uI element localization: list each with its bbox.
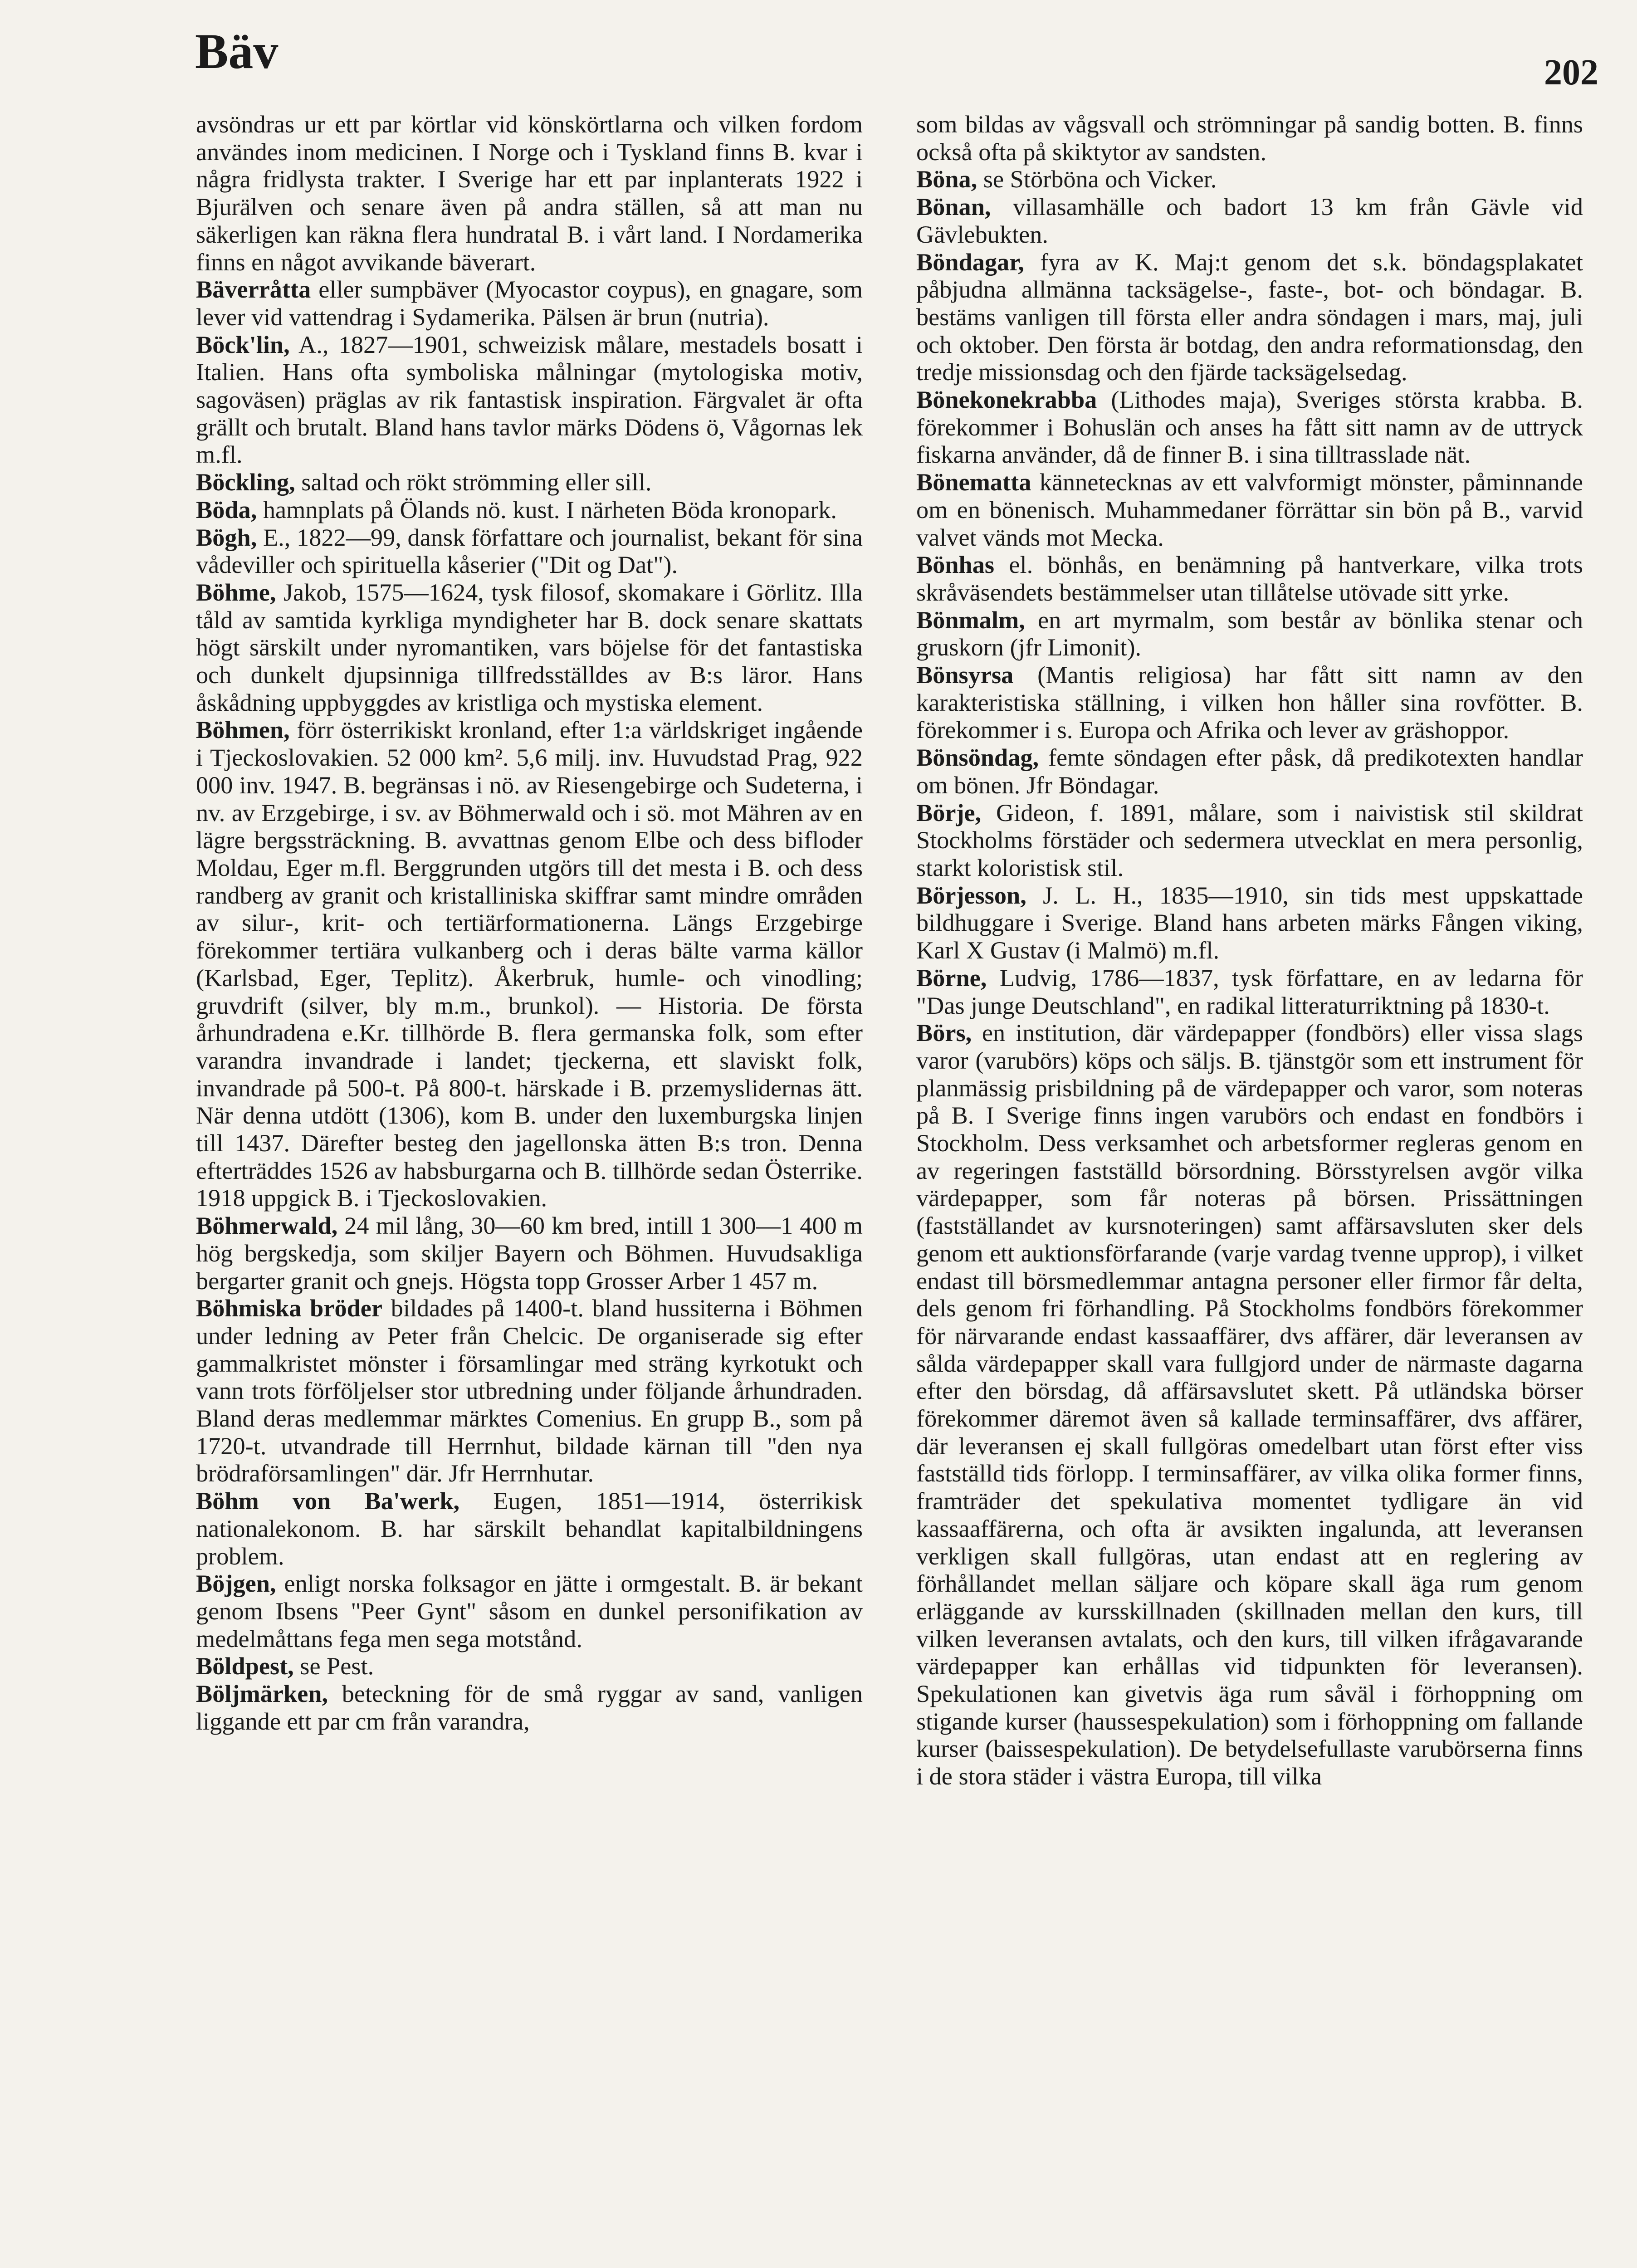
dictionary-entry [916, 469, 1583, 551]
entry-text: femte söndagen efter påsk, då predikotexten handlar om bönen. Jfr Böndagar. [916, 744, 1583, 799]
entry-text: Jakob, 1575—1624, tysk filosof, skomakare i Görlitz. Illa tåld av samtida kyrkliga myndigheter har B. dock senare skattats högt särskilt under nyromantiken, vars böjelse för det fantastiska och dunkelt djupsinniga tillfredsställdes av B:s läror. Hans åskådning uppbyggdes av kristliga och mystiska element. [196, 578, 863, 716]
dictionary-entry [916, 193, 1583, 248]
dictionary-entry [916, 111, 1583, 166]
dictionary-entry [196, 1212, 863, 1295]
entry-text: villasamhälle och badort 13 km från Gävle vid Gävlebukten. [916, 193, 1583, 248]
dictionary-entry [196, 1680, 863, 1735]
entry-headword: Böda, [196, 496, 257, 523]
entry-text: (Mantis religiosa) har fått sitt namn av den karakteristiska ställning, i vilken hon håller sina rovfötter. B. förekommer i s. Europa och Afrika och lever av gräshoppor. [916, 661, 1583, 744]
entry-text: A., 1827—1901, schweizisk målare, mestadels bosatt i Italien. Hans ofta symboliska målningar (mytologiska motiv, sagoväsen) präglas av rik fantastisk inspiration. Färgvalet är ofta grällt och brutalt. Bland hans tavlor märks Dödens ö, Vågornas lek m.fl. [196, 331, 863, 469]
entry-text: kännetecknas av ett valvformigt mönster, påminnande om en bönenisch. Muhammedaner förrättar sin bön på B., varvid valvet vänds mot Mecka. [916, 469, 1583, 551]
page-number: 202 [1544, 53, 1598, 93]
entry-headword: Böldpest, [196, 1652, 294, 1680]
entry-text: förr österrikiskt kronland, efter 1:a världskriget ingående i Tjeckoslovakien. 52 000 km². 5,6 milj. inv. Huvudstad Prag, 922 000 inv. 1947. B. begränsas i nö. av Riesengebirge och Sudeterna, i nv. av Erzgebirge, i sv. av Böhmerwald och i sö. mot Mähren av en lägre bergssträckning. B. avvattnas genom Elbe och dess bifloder Moldau, Eger m.fl. Berggrunden utgörs till det mesta i B. och dess randberg av granit och kristalliniska skiffrar samt mindre områden av silur-, krit- och tertiärformationerna. Längs Erzgebirge förekommer tertiära vulkanberg och i deras bälte varma källor (Karlsbad, Eger, Teplitz). Åkerbruk, humle- och vinodling; gruvdrift (silver, bly m.m., brunkol). — Historia. De första århundradena e.Kr. tillhörde B. flera germanska folk, som efter varandra invandrade i landet; tjeckerna, ett slaviskt folk, invandrade på 500-t. På 800-t. härskade i B. przemyslidernas ätt. När denna utdött (1306), kom B. under den luxemburgska linjen till 1437. Därefter besteg den jagellonska ätten B:s tron. Denna efterträddes 1526 av habsburgarna och B. tillhörde sedan Österrike. 1918 uppgick B. i Tjeckoslovakien. [196, 716, 863, 1212]
dictionary-entry [196, 1295, 863, 1487]
entry-text: 24 mil lång, 30—60 km bred, intill 1 300—1 400 m hög bergskedja, som skiljer Bayern och Böhmen. Huvudsakliga bergarter granit och gnejs. Högsta topp Grosser Arber 1 457 m. [196, 1212, 863, 1295]
entry-headword: Börs, [916, 1019, 972, 1047]
dictionary-entry [916, 964, 1583, 1019]
dictionary-entry [196, 331, 863, 469]
left-column [196, 111, 863, 1735]
dictionary-entry [196, 1487, 863, 1570]
entry-text: Gideon, f. 1891, målare, som i naivistisk stil skildrat Stockholms förstäder och sedermera utvecklat en mera personlig, starkt koloristisk stil. [916, 799, 1583, 881]
entry-text: fyra av K. Maj:t genom det s.k. böndagsplakatet påbjudna allmänna tacksägelse-, faste-, bot- och böndagar. B. bestäms vanligen till första eller andra söndagen i mars, maj, juli och oktober. Den första är botdag, den andra reformationsdag, den tredje missionsdag och den fjärde tacksägelsedag. [916, 248, 1583, 386]
dictionary-entry [196, 111, 863, 276]
dictionary-entry [916, 661, 1583, 744]
entry-headword: Böhme, [196, 578, 276, 606]
entry-headword: Bögh, [196, 523, 257, 551]
entry-text: bildades på 1400-t. bland hussiterna i Böhmen under ledning av Peter från Chelcic. De organiserade sig efter gammalkristet mönster i församlingar med sträng kyrkotukt och vann trots förföljelser stor utbredning under följande århundraden. Bland deras medlemmar märktes Comenius. En grupp B., som på 1720-t. utvandrade till Herrnhut, bildade kärnan till "den nya brödraförsamlingen" där. Jfr Herrnhutar. [196, 1295, 863, 1487]
entry-headword: Bönekonekrabba [916, 386, 1097, 414]
dictionary-entry [196, 276, 863, 331]
entry-headword: Bönan, [916, 193, 991, 221]
entry-headword: Böckling, [196, 469, 295, 496]
entry-text: (Lithodes maja), Sveriges största krabba. B. förekommer i Bohuslän och anses ha fått sitt namn av de uttryck fiskarna använder, då de finner B. i sina tilltrasslade nät. [916, 386, 1583, 469]
entry-text: beteckning för de små ryggar av sand, vanligen liggande ett par cm från varandra, [196, 1680, 863, 1735]
entry-headword: Böck'lin, [196, 331, 290, 358]
dictionary-entry [196, 496, 863, 524]
entry-text: E., 1822—99, dansk författare och journalist, bekant för sina vådeviller och spirituella kåserier ("Dit og Dat"). [196, 523, 863, 579]
dictionary-entry [916, 744, 1583, 799]
dictionary-entry [916, 551, 1583, 606]
entry-headword: Bönsyrsa [916, 661, 1014, 689]
entry-headword: Böljmärken, [196, 1680, 328, 1708]
entry-headword: Börjesson, [916, 881, 1026, 909]
guide-word: Bäv [195, 24, 279, 79]
entry-headword: Bönhas [916, 551, 995, 579]
entry-headword: Börne, [916, 964, 987, 992]
entry-headword: Börje, [916, 799, 982, 826]
dictionary-entry [916, 882, 1583, 964]
entry-headword: Böndagar, [916, 248, 1024, 276]
dictionary-entry [196, 1652, 863, 1680]
dictionary-entry [196, 716, 863, 1212]
entry-text: J. L. H., 1835—1910, sin tids mest uppskattade bildhuggare i Sverige. Bland hans arbeten märks Fången viking, Karl X Gustav (i Malmö) m.fl. [916, 881, 1583, 964]
entry-text: se Pest. [293, 1652, 374, 1680]
dictionary-entry [196, 524, 863, 579]
dictionary-entry [916, 799, 1583, 882]
entry-headword: Böhmen, [196, 716, 290, 744]
entry-headword: Bönsöndag, [916, 744, 1039, 772]
dictionary-entry [916, 606, 1583, 661]
entry-text: Eugen, 1851—1914, österrikisk nationalekonom. B. har särskilt behandlat kapitalbildningens problem. [196, 1487, 863, 1570]
entry-headword: Böhm von Ba'werk, [196, 1487, 460, 1515]
dictionary-entry [196, 579, 863, 717]
dictionary-entry [196, 1570, 863, 1652]
entry-headword: Böhmiska bröder [196, 1295, 382, 1322]
entry-text: se Störböna och Vicker. [977, 166, 1217, 193]
entry-text: hamnplats på Ölands nö. kust. I närheten Böda kronopark. [257, 496, 837, 523]
entry-headword: Böna, [916, 166, 977, 193]
entry-text: avsöndras ur ett par körtlar vid könskörtlarna och vilken fordom användes inom medicinen. I Norge och i Tyskland finns B. kvar i några fridlysta trakter. I Sverige har ett par inplanterats 1922 i Bjurälven och senare även på andra ställen, så att man nu säkerligen kan räkna flera hundratal B. i vårt land. I Nordamerika finns en något avvikande bäverart. [196, 111, 863, 276]
dictionary-entry [916, 166, 1583, 193]
entry-text: Ludvig, 1786—1837, tysk författare, en av ledarna för "Das junge Deutschland", en radikal litteraturriktning på 1830-t. [916, 964, 1583, 1019]
dictionary-entry [196, 469, 863, 496]
entry-text: el. bönhås, en benämning på hantverkare, vilka trots skråväsendets bestämmelser utan tillåtelse utövade sitt yrke. [916, 551, 1583, 606]
entry-text: som bildas av vågsvall och strömningar på sandig botten. B. finns också ofta på skiktytor av sandsten. [916, 111, 1583, 166]
entry-headword: Böjgen, [196, 1570, 276, 1598]
entry-headword: Bönematta [916, 469, 1031, 496]
entry-text: eller sumpbäver (Myocastor coypus), en gnagare, som lever vid vattendrag i Sydamerika. Pälsen är brun (nutria). [196, 276, 863, 331]
entry-text: enligt norska folksagor en jätte i ormgestalt. B. är bekant genom Ibsens "Peer Gynt" såsom en dunkel personifikation av medelmåttans fega men sega motstånd. [196, 1570, 863, 1652]
entry-headword: Böhmerwald, [196, 1212, 338, 1240]
entry-headword: Bäverråtta [196, 276, 311, 303]
right-column [916, 111, 1583, 1790]
entry-text: en art myrmalm, som består av bönlika stenar och gruskorn (jfr Limonit). [916, 606, 1583, 661]
entry-text: saltad och rökt strömming eller sill. [295, 469, 652, 496]
dictionary-entry [916, 249, 1583, 386]
dictionary-entry [916, 386, 1583, 469]
entry-headword: Bönmalm, [916, 606, 1025, 634]
dictionary-entry [916, 1019, 1583, 1790]
entry-text: en institution, där värdepapper (fondbörs) eller vissa slags varor (varubörs) köps och säljs. B. tjänstgör som ett instrument för planmässig prisbildning på de värdepapper och varor, som noteras på B. I Sverige finns ingen varubörs och endast en fondbörs i Stockholm. Dess verksamhet och arbetsformer regleras genom en av regeringen fastställd börsordning. Börsstyrelsen avgör vilka värdepapper, som får noteras på börsen. Prissättningen (fastställandet av kursnoteringen) samt affärsavsluten sker dels genom ett auktionsförfarande (varje vardag tvenne upprop), i vilket endast till börsmedlemmar antagna personer eller firmor får delta, dels genom fri förhandling. På Stockholms fondbörs förekommer för närvarande endast kassaaffärer, dvs affärer, där leveransen av sålda värdepapper skall vara fullgjord under de närmaste dagarna efter den börsdag, då affärsavslutet skett. På utländska börser förekommer däremot även så kallade terminsaffärer, dvs affärer, där leveransen ej skall fullgöras omedelbart utan först efter viss fastställd tids förlopp. I terminsaffärer, av vilka olika former finns, framträder det spekulativa momentet tydligare än vid kassaaffärerna, och ofta är avsikten ingalunda, att leveransen verkligen skall fullgöras, utan endast att en reglering av förhållandet mellan säljare och köpare skall äga rum genom erläggande av kursskillnaden (skillnaden mellan den kurs, till vilken leveransen avtalats, och den kurs, till vilken ifrågavarande värdepapper kan erhållas vid tidpunkten för leveransen). Spekulationen kan givetvis äga rum såväl i förhoppning om stigande kurser (haussespekulation) som i förhoppning om fallande kurser (baissespekulation). De betydelsefullaste varubörserna finns i de stora städer i västra Europa, till vilka [916, 1019, 1583, 1790]
